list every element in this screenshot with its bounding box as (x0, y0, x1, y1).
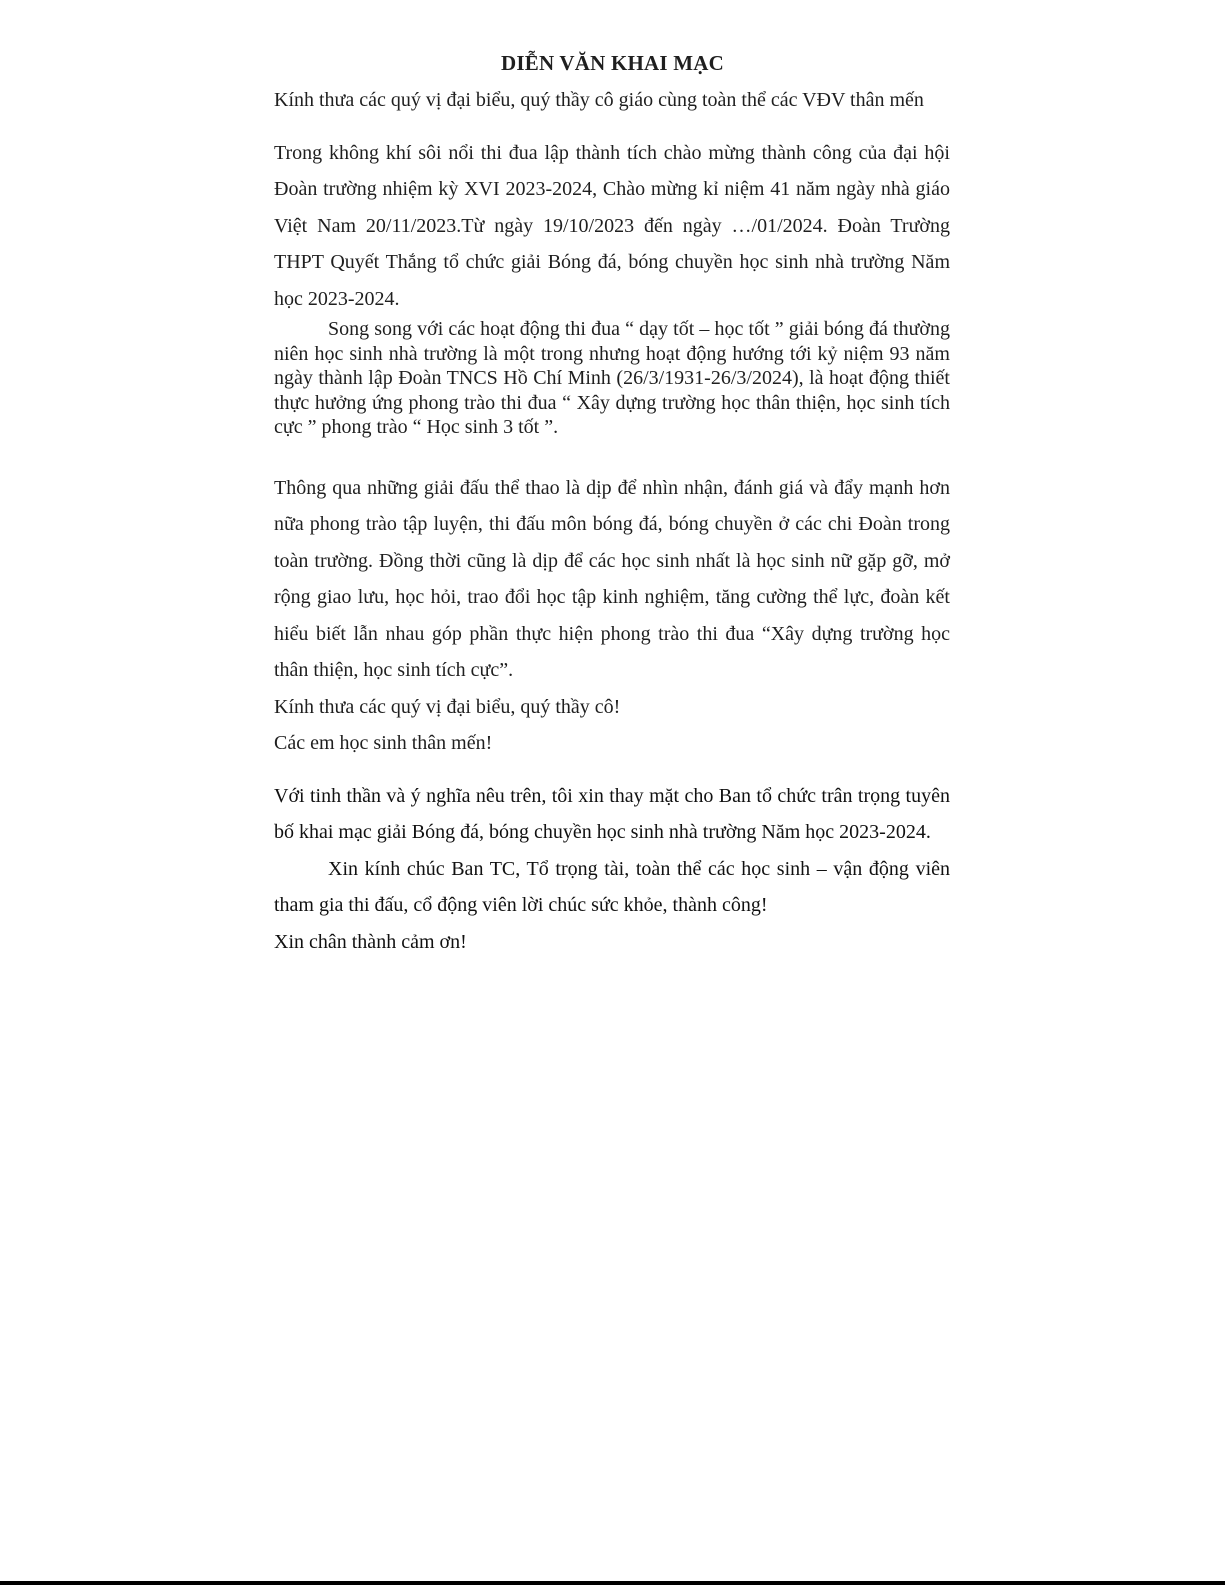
intro-paragraph: Trong không khí sôi nổi thi đua lập thành tích chào mừng thành công của đại hội Đoàn trường nhiệm kỳ XVI 2023-2024, Chào mừng kỉ niệm 41 năm ngày nhà giáo Việt Nam 20/11/2023.Từ ngày 19/10/2023 đến ngày …/01/2024. Đoàn Trường THPT Quyết Thắng tổ chức giải Bóng đá, bóng chuyền học sinh nhà trường Năm học 2023-2024. (274, 141, 950, 310)
activities-paragraph: Song song với các hoạt động thi đua “ dạy tốt – học tốt ” giải bóng đá thường niên học sinh nhà trường là một trong nhưng hoạt động hướng tới kỷ niệm 93 năm ngày thành lập Đoàn TNCS Hồ Chí Minh (26/3/1931-26/3/2024), là hoạt động thiết thực hưởng ứng phong trào thi đua “ Xây dựng trường học thân thiện, học sinh tích cực ” phong trào “ Học sinh 3 tốt ”. (274, 318, 950, 438)
paragraph-spacer (274, 762, 950, 778)
document-body (274, 82, 950, 960)
declaration-paragraph: Với tinh thần và ý nghĩa nêu trên, tôi xin thay mặt cho Ban tổ chức trân trọng tuyên bố khai mạc giải Bóng đá, bóng chuyền học sinh nhà trường Năm học 2023-2024. (274, 784, 950, 843)
purpose-paragraph: Thông qua những giải đấu thể thao là dịp để nhìn nhận, đánh giá và đẩy mạnh hơn nữa phong trào tập luyện, thi đấu môn bóng đá, bóng chuyền ở các chi Đoàn trong toàn trường. Đồng thời cũng là dịp để các học sinh nhất là học sinh nữ gặp gỡ, mở rộng giao lưu, học hỏi, trao đổi học tập kinh nghiệm, tăng cường thể lực, đoàn kết hiểu biết lẫn nhau góp phần thực hiện phong trào thi đua “Xây dựng trường học thân thiện, học sinh tích cực”. (274, 476, 950, 681)
page-bottom-edge (0, 1581, 1225, 1585)
address-line-guests: Kính thưa các quý vị đại biểu, quý thầy cô! (274, 695, 621, 718)
closing-line: Xin chân thành cảm ơn! (274, 930, 467, 953)
wishes-paragraph: Xin kính chúc Ban TC, Tổ trọng tài, toàn thể các học sinh – vận động viên tham gia thi đấu, cổ động viên lời chúc sức khỏe, thành công! (274, 857, 950, 916)
greeting-paragraph: Kính thưa các quý vị đại biểu, quý thầy cô giáo cùng toàn thể các VĐV thân mến (274, 89, 924, 111)
paragraph-spacer (274, 440, 950, 470)
document-title: DIỄN VĂN KHAI MẠC (501, 51, 724, 75)
address-line-students: Các em học sinh thân mến! (274, 732, 493, 754)
paragraph-spacer (274, 119, 950, 135)
